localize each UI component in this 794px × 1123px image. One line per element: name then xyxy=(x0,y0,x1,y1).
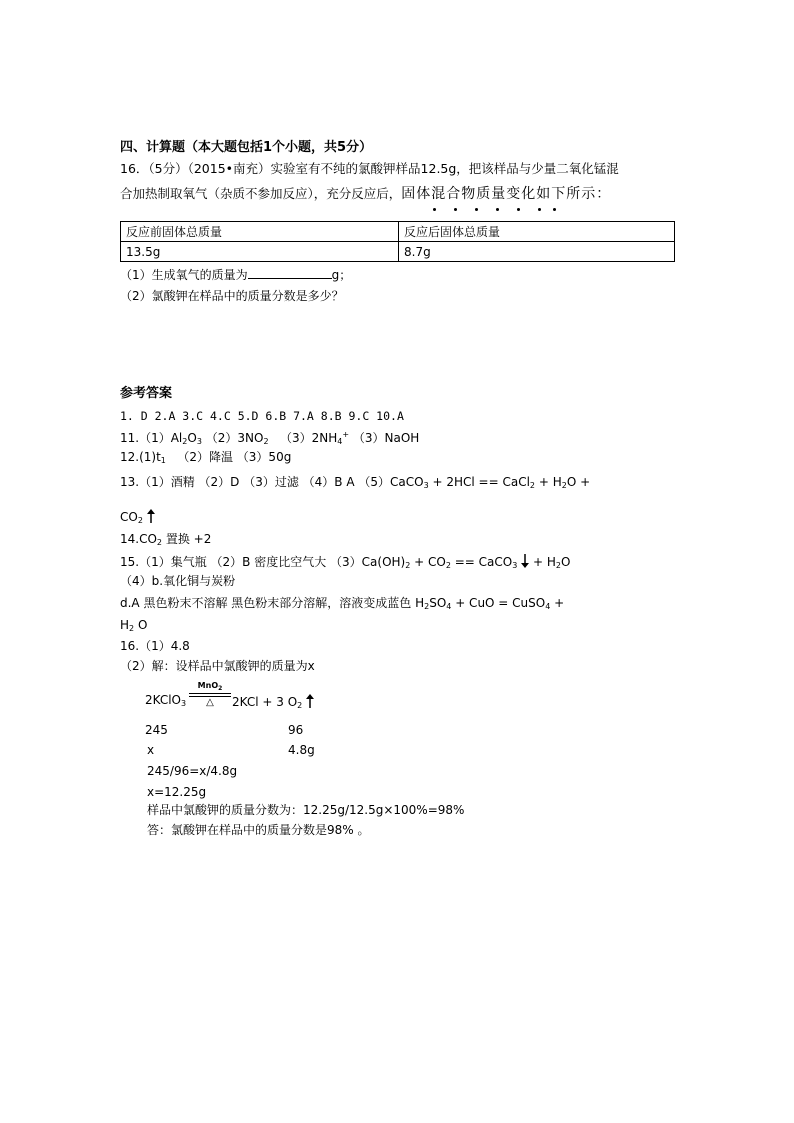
heat-symbol: △ xyxy=(206,697,214,708)
answer-text: + CuO = CuSO xyxy=(451,596,546,610)
subscript: 4 xyxy=(337,437,343,446)
answer-line-1: 1. D 2.A 3.C 4.C 5.D 6.B 7.A 8.B 9.C 10.A xyxy=(120,409,404,423)
oxygen-mass: 4.8g xyxy=(288,743,315,757)
answer-line-7 xyxy=(120,554,570,570)
mass-table xyxy=(120,221,675,262)
subscript: 2 xyxy=(297,701,303,710)
answer-blank xyxy=(248,268,332,279)
superscript: + xyxy=(342,430,350,439)
precipitate-arrow-down-icon xyxy=(521,554,529,568)
question-16-line-1: 16．（5分）（2015•南充）实验室有不纯的氯酸钾样品12.5g，把该样品与少量二氧化锰混 xyxy=(120,161,619,176)
table-header-row xyxy=(121,222,675,242)
table-header-cell: 反应前固体总质量 xyxy=(121,222,399,242)
subscript: 2 xyxy=(405,561,411,570)
solution-x: x=12.25g xyxy=(147,785,207,799)
answer-text: O xyxy=(134,618,148,632)
answer-text: CO xyxy=(120,510,138,524)
chemical-equation-right xyxy=(232,694,314,710)
unit-text: g； xyxy=(331,268,352,282)
subscript: 2 xyxy=(218,685,223,692)
subscript: 2 xyxy=(445,561,451,570)
subscript: 2 xyxy=(137,516,143,525)
answer-line-9 xyxy=(120,597,564,611)
subscript: 2 xyxy=(424,602,430,611)
answer-text: 15.（1）集气瓶 （2）B 密度比空气大 （3）Ca(OH) xyxy=(120,555,406,569)
reactant-text: 2KClO xyxy=(145,693,182,707)
molar-mass-o2: 96 xyxy=(288,723,304,737)
question-16-sub-1 xyxy=(120,268,351,281)
answer-text: + xyxy=(550,596,565,610)
answer-text: （3）2NH xyxy=(279,431,338,445)
subscript: 4 xyxy=(545,602,551,611)
chemical-equation-left xyxy=(145,694,186,708)
answer-text: 12.(1)t xyxy=(120,450,161,464)
product-text: 2KCl + 3 O xyxy=(232,695,298,709)
subscript: 4 xyxy=(446,602,452,611)
emphasis-dot xyxy=(475,208,478,211)
emphasis-dot xyxy=(517,208,520,211)
gas-arrow-up-icon xyxy=(147,509,155,523)
table-cell: 13.5g xyxy=(121,242,399,262)
subscript: 2 xyxy=(182,437,188,446)
answer-text: + 2HCl == CaCl xyxy=(428,475,530,489)
question-16-line-2-text: 合加热制取氧气（杂质不参加反应），充分反应后， xyxy=(120,186,402,201)
emphasized-text: 固体混合物质量变化如下所示： xyxy=(401,186,612,202)
answer-line-5 xyxy=(120,509,155,525)
answer-line-3 xyxy=(120,451,291,465)
emphasis-dot xyxy=(433,208,436,211)
subscript: 3 xyxy=(196,437,202,446)
answer-text: （2）降温 （3）50g xyxy=(177,450,292,464)
subscript: 1 xyxy=(160,456,166,465)
section-title: 四、计算题（本大题包括1个小题，共5分） xyxy=(120,140,373,155)
answer-text: 13.（1）酒精 （2）D （3）过滤 （4）B A （5）CaCO xyxy=(120,475,424,489)
gas-arrow-up-icon xyxy=(306,694,314,708)
answer-line-2 xyxy=(120,431,419,446)
subscript: 2 xyxy=(156,538,163,547)
answer-text: + H xyxy=(532,555,556,569)
answer-text: H xyxy=(120,618,130,632)
table-row xyxy=(121,242,675,262)
unknown-x: x xyxy=(147,743,155,757)
answer-text: 14.CO xyxy=(120,532,157,546)
answer-text: d.A 黑色粉末不溶解 黑色粉末部分溶解，溶液变成蓝色 H xyxy=(120,596,425,610)
answer-line-11: 16.（1）4.8 xyxy=(120,639,190,653)
answer-line-6 xyxy=(120,533,211,547)
answer-text: （2）3NO xyxy=(205,431,264,445)
subscript: 2 xyxy=(561,481,567,490)
emphasis-dot xyxy=(538,208,541,211)
catalyst-text: MnO xyxy=(197,681,219,690)
subscript: 2 xyxy=(129,624,135,633)
answer-text: 置换 +2 xyxy=(162,532,212,546)
reaction-condition xyxy=(189,682,231,708)
ratio-equation: 245/96=x/4.8g xyxy=(147,764,238,778)
question-16-sub-2: （2）氯酸钾在样品中的质量分数是多少？ xyxy=(120,289,344,303)
emphasis-dot xyxy=(454,208,457,211)
subscript: 2 xyxy=(263,437,269,446)
answer-line-10 xyxy=(120,619,147,633)
mass-fraction-line: 样品中氯酸钾的质量分数为：12.25g/12.5g×100%=98% xyxy=(147,803,465,817)
subscript: 2 xyxy=(529,481,536,490)
subscript: 2 xyxy=(555,561,561,570)
emphasis-dot xyxy=(496,208,499,211)
answer-text: O + xyxy=(566,475,591,489)
final-answer: 答：氯酸钾在样品中的质量分数是98% 。 xyxy=(147,823,370,837)
sub-question-text: （1）生成氧气的质量为 xyxy=(120,268,248,282)
answer-text: SO xyxy=(429,596,447,610)
answer-text: + H xyxy=(535,475,562,489)
answer-text: O xyxy=(187,431,197,445)
answer-text: == CaCO xyxy=(450,555,513,569)
subscript: 3 xyxy=(181,699,187,708)
answer-line-8: （4）b.氧化铜与炭粉 xyxy=(120,574,236,588)
answer-text: 11.（1）Al xyxy=(120,431,183,445)
catalyst-label xyxy=(189,682,231,692)
answer-text: O xyxy=(560,555,571,569)
table-cell: 8.7g xyxy=(399,242,675,262)
answer-text: （3）NaOH xyxy=(352,431,420,445)
subscript: 3 xyxy=(423,481,429,490)
molar-mass-kclo3: 245 xyxy=(145,723,168,737)
answers-title: 参考答案 xyxy=(120,386,173,401)
subscript: 3 xyxy=(512,561,518,570)
question-16-line-2 xyxy=(120,187,611,201)
answer-line-12: （2）解：设样品中氯酸钾的质量为x xyxy=(120,659,315,673)
answer-text: + CO xyxy=(410,555,446,569)
emphasis-dot xyxy=(553,208,556,211)
answer-line-4 xyxy=(120,476,590,490)
table-header-cell: 反应后固体总质量 xyxy=(399,222,675,242)
